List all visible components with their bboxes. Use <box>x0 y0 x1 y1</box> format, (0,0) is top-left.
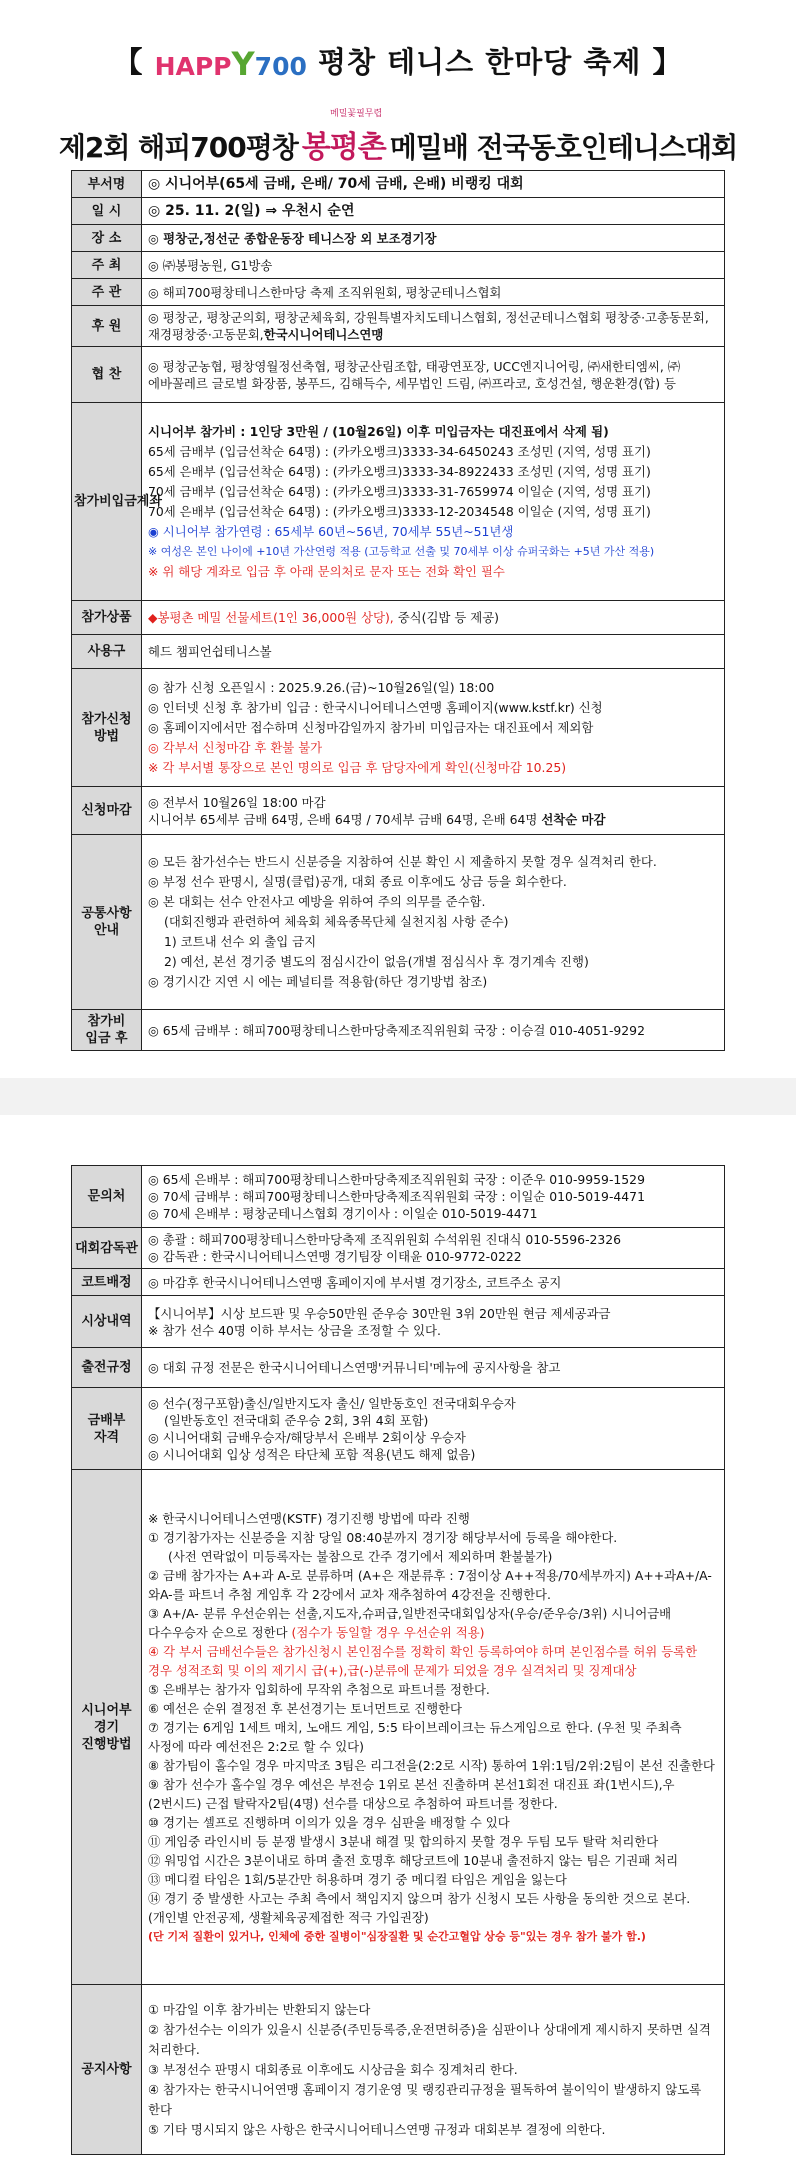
age-rule: ◉ 시니어부 참가연령 : 65세부 60년~56년, 70세부 55년~51년생 <box>148 523 514 539</box>
label-venue: 장 소 <box>72 225 142 252</box>
page-1 <box>0 0 796 1078</box>
account-row: 65세 금배부 (입금선착순 64명) : (카카오뱅크)3333-34-6450243 조성민 (지역, 성명 표기) <box>148 443 651 459</box>
female-note: ※ 여성은 본인 나이에 +10년 가산연령 적용 (고등학교 선출 및 70세부 이상 슈퍼국화는 +5년 가산 적용) <box>148 544 655 558</box>
label-award: 시상내역 <box>72 1296 142 1348</box>
account-row: 70세 금배부 (입금선착순 64명) : (카카오뱅크)3333-31-7659974 이일순 (지역, 성명 표기) <box>148 483 651 499</box>
venue-value: ◎ 평창군,정선군 종합운동장 테니스장 외 보조경기장 <box>142 225 725 252</box>
label-court: 코트배정 <box>72 1269 142 1296</box>
bracket-right: 】 <box>652 45 683 79</box>
bongpyeongchon-logo: 봉평촌 <box>301 130 386 165</box>
label-deadline: 신청마감 <box>72 787 142 835</box>
label-date: 일 시 <box>72 198 142 225</box>
award-value: 【시니어부】시상 보드판 및 우승50만원 준우승 30만원 3위 20만원 현금 제세공과금 ※ 참가 선수 40명 이하 부서는 상금을 조정할 수 있다. <box>142 1296 725 1348</box>
date-value: ◎ 25. 11. 2(일) ⇒ 우천시 순연 <box>142 198 725 225</box>
page-2 <box>0 1115 796 2181</box>
court-value: ◎ 마감후 한국시니어테니스연맹 홈페이지에 부서별 경기장소, 코트주소 공지 <box>142 1269 725 1296</box>
method-value: ※ 한국시니어테니스연맹(KSTF) 경기진행 방법에 따라 진행 ① 경기참가자는 신분증을 지참 당일 08:40분까지 경기장 해당부서에 등록을 해야한다. (사전 연락없이 미등록자는 불참으로 간주 경기에서 제외하며 환불불가) ② 금배 참가자는 A+과 A-로 분류하며 (A+은 재분류후 : 7점이상 A++적용/70세부까지) A++과A+/A-와A-를 파트너 추첨 게임후 각 2강에서 교차 재추첨하여 4강전을 진행한다. ③ A+/A- 분류 우선순위는 선출,지도자,슈퍼급,일반전국대회입상자(우승/준우승/3위) 시니어금배 다수우승자 순으로 정한다 (점수가 동일할 경우 우선순위 적용) ④ 각 부서 금배선수들은 참가신청시 본인점수를 정확히 확인 등록하여야 하며 본인점수를 허위 등록한 경우 성적조회 및 이의 제기시 급(+),급(-)분류에 문제가 되었을 경우 실격처리 및 징계대상 ⑤ 은배부는 참가자 입회하에 무작위 추첨으로 파트너를 정한다. ⑥ 예선은 순위 결정전 후 본선경기는 토너먼트로 진행한다 ⑦ 경기는 6게임 1세트 매치, 노애드 게임, 5:5 타이브레이크는 듀스게임으로 한다. (우천 및 주최측 사정에 따라 예선전은 2:2로 할 수 있다) ⑧ 참가팀이 홀수일 경우 마지막조 3팀은 리그전을(2:2로 시작) 통하여 1위:1팀/2위:2팀이 본선 진출한다 ⑨ 참가 선수가 홀수일 경우 예선은 부전승 1위로 본선 진출하며 본선1회전 대진표 좌(1번시드),우(2번시드) 근접 탈락자2팀(4명) 선수를 대상으로 추첨하여 파트너를 정한다. ⑩ 경기는 셀프로 진행하며 이의가 있을 경우 심판을 배정할 수 있다 ⑪ 게임중 라인시비 등 분쟁 발생시 3분내 해결 및 합의하지 못할 경우 두팀 모두 탈락 처리한다 ⑫ 워밍업 시간은 3분이내로 하며 출전 호명후 해당코트에 10분내 출전하지 않는 팀은 기권패 처리 ⑬ 메디컬 타임은 1회/5분간만 허용하며 경기 중 메디컬 타임은 게임을 잃는다 ⑭ 경기 중 발생한 사고는 주최 측에서 책임지지 않으며 참가 신청시 모든 사항을 동의한 것으로 본다. (개인별 안전공제, 생활체육공제접한 적극 가입권장) (단 기저 질환이 있거나, 인체에 중한 질병이"심장질환 및 순간고혈압 상승 등"있는 경우 참가 불가 함.) <box>142 1470 725 1985</box>
label-apply: 참가신청 방법 <box>72 669 142 787</box>
notes-value: ① 마감일 이후 참가비는 반환되지 않는다 ② 참가선수는 이의가 있을시 신분증(주민등록증,운전면허증)을 심판이나 상대에게 제시하지 못하면 실격 처리한다. ③ 부정선수 판명시 대회종료 이후에도 시상금을 회수 징계처리 한다. ④ 참가자는 한국시니어연맹 홈페이지 경기운영 및 랭킹관리규정을 필독하여 불이익이 발생하지 않도록 한다 ⑤ 기타 명시되지 않은 사항은 한국시니어테니스연맹 규정과 대회본부 결정에 의한다. <box>142 1985 725 2155</box>
confirm-note: ※ 위 해당 계좌로 입금 후 아래 문의처로 문자 또는 전화 확인 필수 <box>148 563 505 579</box>
gold-value: ◎ 선수(정구포함)출신/일반지도자 출신/ 일반동호인 전국대회우승자 (일반동호인 전국대회 준우승 2회, 3위 4회 포함) ◎ 시니어대회 금배우승자/해당부서 은배부 2회이상 우승자 ◎ 시니어대회 입상 성적은 타단체 포함 적용(년도 해제 없음) <box>142 1388 725 1470</box>
festival-banner <box>0 40 796 83</box>
host-value: ◎ ㈜봉평농원, G1방송 <box>142 252 725 279</box>
label-contact: 문의처 <box>72 1166 142 1228</box>
label-gold: 금배부 자격 <box>72 1388 142 1470</box>
happy700-logo: HAPPY700 <box>154 45 307 83</box>
sponsor-value: ◎ 평창군농협, 평창영월정선축협, 평창군산림조합, 태광연포장, UCC엔지니어링, ㈜새한티엠씨, ㈜에바꼴레르 글로벌 화장품, 봉푸드, 김해득수, 세무법인 드림, ㈜프라코, 호성건설, 행운환경(합) 등 <box>142 347 725 403</box>
bracket-left: 【 <box>113 45 144 79</box>
label-entry: 출전규정 <box>72 1348 142 1388</box>
tagline: 메밀꽃필무렵 <box>330 109 383 119</box>
supervisor-value: ◎ 총괄 : 해피700평창테니스한마당축제 조직위원회 수석위원 진대식 010-5596-2326 ◎ 감독관 : 한국시니어테니스연맹 경기팀장 이태윤 010-9772-0222 <box>142 1228 725 1269</box>
label-method: 시니어부 경기 진행방법 <box>72 1470 142 1985</box>
support-value: ◎ 평창군, 평창군의회, 평창군체육회, 강원특별자치도테니스협회, 정선군테니스협회 평창중·고총동문회, 재경평창중·고동문회,한국시니어테니스연맹 <box>142 306 725 347</box>
banner-title: 평창 테니스 한마당 축제 <box>317 45 642 79</box>
label-support: 후 원 <box>72 306 142 347</box>
contact-value <box>142 1166 725 1228</box>
fee-value <box>142 403 725 601</box>
organizer-value: ◎ 해피700평창테니스한마당 축제 조직위원회, 평창군테니스협회 <box>142 279 725 306</box>
deadline-value: ◎ 전부서 10월26일 18:00 마감 시니어부 65세부 금배 64명, 은배 64명 / 70세부 금배 64명, 은배 64명 선착순 마감 <box>142 787 725 835</box>
division-value: ◎ 시니어부(65세 금배, 은배/ 70세 금배, 은배) 비랭킹 대회 <box>142 171 725 198</box>
account-row: 70세 은배부 (입금선착순 64명) : (카카오뱅크)3333-12-2034548 이일순 (지역, 성명 표기) <box>148 503 651 519</box>
label-ball: 사용구 <box>72 635 142 669</box>
ball-value: 헤드 챔피언쉽테니스볼 <box>142 635 725 669</box>
label-host: 주 최 <box>72 252 142 279</box>
label-fee: 참가비입금계좌 <box>72 403 142 601</box>
pay-value: ◎ 65세 금배부 : 해피700평창테니스한마당축제조직위원회 국장 : 이승걸 010-4051-9292 <box>142 1010 725 1051</box>
notice-value: ◎ 모든 참가선수는 반드시 신분증을 지참하여 신분 확인 시 제출하지 못할 경우 실격처리 한다. ◎ 부정 선수 판명시, 실명(클럽)공개, 대회 종료 이후에도 상금 등을 회수한다. ◎ 본 대회는 선수 안전사고 예방을 위하여 주의 의무를 준수함. (대회진행과 관련하여 체육회 체육종목단체 실천지침 사항 준수) 1) 코트내 선수 외 출입 금지 2) 예선, 본선 경기중 별도의 점심시간이 없음(개별 점심식사 후 경기계속 진행) ◎ 경기시간 지연 시 에는 페널티를 적용함(하단 경기방법 참조) <box>142 835 725 1010</box>
apply-value: ◎ 참가 신청 오픈일시 : 2025.9.26.(금)~10월26일(일) 18:00 ◎ 인터넷 신청 후 참가비 입금 : 한국시니어테니스연맹 홈페이지(www.kstf.kr) 신청 ◎ 홈페이지에서만 접수하며 신청마감일까지 참가비 미입금자는 대진표에서 제외함 ◎ 각부서 신청마감 후 환불 불가 ※ 각 부서별 통장으로 본인 명의로 입금 후 담당자에게 확인(신청마감 10.25) <box>142 669 725 787</box>
info-table-2 <box>71 1165 725 2155</box>
label-pay: 참가비 입금 후 <box>72 1010 142 1051</box>
label-supervisor: 대회감독관 <box>72 1228 142 1269</box>
entry-value: ◎ 대회 규정 전문은 한국시니어테니스연맹'커뮤니티'메뉴에 공지사항을 참고 <box>142 1348 725 1388</box>
label-division: 부서명 <box>72 171 142 198</box>
fee-head: 시니어부 참가비 : 1인당 3만원 / (10월26일) 이후 미입금자는 대진표에서 삭제 됨) <box>148 423 609 439</box>
label-organizer: 주 관 <box>72 279 142 306</box>
tournament-title: 제2회 해피700평창 봉평촌 메밀배 전국동호인테니스대회 <box>58 130 738 165</box>
contact-item: ◎ 70세 금배부 : 해피700평창테니스한마당축제조직위원회 국장 : 이일순 010-5019-4471 <box>148 1189 645 1204</box>
contact-item: ◎ 65세 은배부 : 해피700평창테니스한마당축제조직위원회 국장 : 이준우 010-9959-1529 <box>148 1172 645 1187</box>
label-sponsor: 협 찬 <box>72 347 142 403</box>
label-notice: 공통사항 안내 <box>72 835 142 1010</box>
label-prize: 참가상품 <box>72 601 142 635</box>
info-table-1 <box>71 170 725 1051</box>
prize-value: ◆봉평촌 메밀 선물세트(1인 36,000원 상당), 중식(김밥 등 제공) <box>142 601 725 635</box>
contact-item: ◎ 70세 은배부 : 평창군테니스협회 경기이사 : 이일순 010-5019-4471 <box>148 1206 538 1221</box>
label-notes: 공지사항 <box>72 1985 142 2155</box>
account-row: 65세 은배부 (입금선착순 64명) : (카카오뱅크)3333-34-8922433 조성민 (지역, 성명 표기) <box>148 463 651 479</box>
